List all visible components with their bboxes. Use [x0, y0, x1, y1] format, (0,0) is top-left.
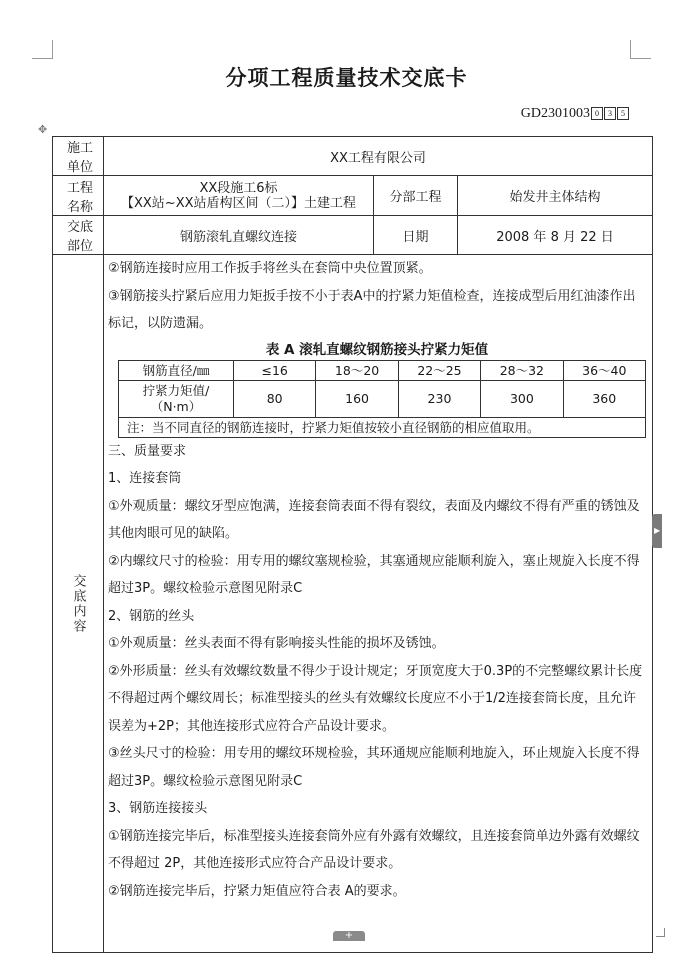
crop-mark-top-right: [630, 40, 651, 59]
table-move-handle-icon[interactable]: ✥: [38, 123, 48, 136]
document-number-text: GD2301003: [520, 106, 590, 121]
torque-cell: 360: [563, 380, 645, 417]
section-3-3-heading: 3、钢筋连接接头: [108, 801, 208, 816]
section-3-1-heading: 1、连接套筒: [108, 471, 182, 486]
thread-end-size-check-text: ③丝头尺寸的检验：用专用的螺纹环规检验，其环通规应能顺利地旋入，环止规旋入长度不得超过3P。螺纹检验示意图见附录C: [108, 746, 640, 789]
torque-row: [119, 380, 646, 417]
section-3-heading: 三、质量要求: [108, 443, 187, 459]
section-3-2-heading: 2、钢筋的丝头: [108, 608, 195, 624]
diameter-cell: 22～25: [398, 360, 480, 380]
torque-cell: 230: [398, 380, 480, 417]
torque-table-caption: 表 A 滚轧直螺纹钢筋接头拧紧力矩值: [265, 341, 489, 358]
date-label: 日期: [374, 216, 458, 255]
bottom-add-row-tab-plus-icon[interactable]: +: [333, 931, 365, 941]
content-side-label: 交底内容: [53, 255, 104, 953]
torque-label: [119, 380, 234, 417]
disclosure-table: [52, 136, 653, 953]
diameter-cell: 18～20: [316, 360, 398, 380]
project-value: [104, 176, 374, 216]
thread-end-shape-text: ②外形质量：丝头有效螺纹数量不得少于设计规定；牙顶宽度大于0.3P的不完整螺纹累计长度不得超过两个螺纹周长；标准型接头的丝头有效螺纹长度应不小于1/2连接套筒长度，且允许误差为+2P；其他连接形式应符合产品设计要求。: [108, 663, 643, 734]
document-title: 分项工程质量技术交底卡: [225, 65, 468, 90]
doc-number-box-2: 3: [604, 107, 616, 120]
joint-exposed-thread-text: ①钢筋连接完毕后，标准型接头连接套筒外应有外露有效螺纹，且连接套筒单边外露有效螺纹不得超过 2P，其他连接形式应符合产品设计要求。: [108, 828, 640, 871]
subproject-value: 始发井主体结构: [458, 176, 653, 216]
content-body: [104, 255, 653, 953]
doc-number-box-1: 0: [591, 107, 603, 120]
crop-mark-top-left: [32, 40, 53, 59]
document-number: [521, 106, 629, 122]
table-resize-handle-icon[interactable]: [656, 928, 665, 937]
joint-torque-text: ②钢筋连接完毕后，拧紧力矩值应符合表 A的要求。: [108, 883, 406, 899]
diameter-cell: 28～32: [481, 360, 563, 380]
project-label: 工程名称: [53, 176, 104, 216]
torque-cell: 160: [316, 380, 398, 417]
torque-table: [118, 360, 646, 438]
diameter-cell: 36～40: [563, 360, 645, 380]
project-line-1: XX段施工6标: [199, 180, 278, 196]
sleeve-appearance-text: ①外观质量：螺纹牙型应饱满，连接套筒表面不得有裂纹，表面及内螺纹不得有严重的锈蚀及其他肉眼可见的缺陷。: [108, 498, 640, 541]
date-value: 2008 年 8 月 22 日: [458, 216, 653, 255]
unit-value: XX工程有限公司: [104, 137, 653, 176]
torque-label-line-1: 拧紧力矩值/: [142, 382, 210, 398]
subproject-label: 分部工程: [374, 176, 458, 216]
part-label: 交底部位: [53, 216, 104, 255]
torque-cell: 300: [481, 380, 563, 417]
step-3-text: ③钢筋接头拧紧后应用力矩扳手按不小于表A中的拧紧力矩值检查，连接成型后用红油漆作出标记，以防遗漏。: [108, 288, 636, 331]
chevron-right-icon: ▶: [654, 526, 661, 535]
side-expand-tab[interactable]: [652, 514, 662, 548]
part-value: 钢筋滚轧直螺纹连接: [104, 216, 374, 255]
torque-cell: 80: [234, 380, 316, 417]
doc-number-box-3: 5: [617, 107, 629, 120]
project-line-2: 【XX站~XX站盾构区间（二）】土建工程: [120, 195, 357, 211]
step-2-text: ②钢筋连接时应用工作扳手将丝头在套筒中央位置顶紧。: [108, 261, 432, 276]
torque-label-line-2: （N·m）: [150, 398, 202, 414]
note-row: [119, 417, 646, 437]
sleeve-thread-check-text: ②内螺纹尺寸的检验：用专用的螺纹塞规检验，其塞通规应能顺利旋入，塞止规旋入长度不得超过3P。螺纹检验示意图见附录C: [108, 553, 640, 596]
diameter-cell: ≤16: [234, 360, 316, 380]
diameter-label: 钢筋直径/㎜: [119, 360, 234, 380]
torque-table-note: 注：当不同直径的钢筋连接时，拧紧力矩值按较小直径钢筋的相应值取用。: [119, 417, 646, 437]
unit-label: 施工单位: [53, 137, 104, 176]
thread-end-appearance-text: ①外观质量：丝头表面不得有影响接头性能的损坏及锈蚀。: [108, 636, 445, 651]
diameter-row: [119, 360, 646, 380]
